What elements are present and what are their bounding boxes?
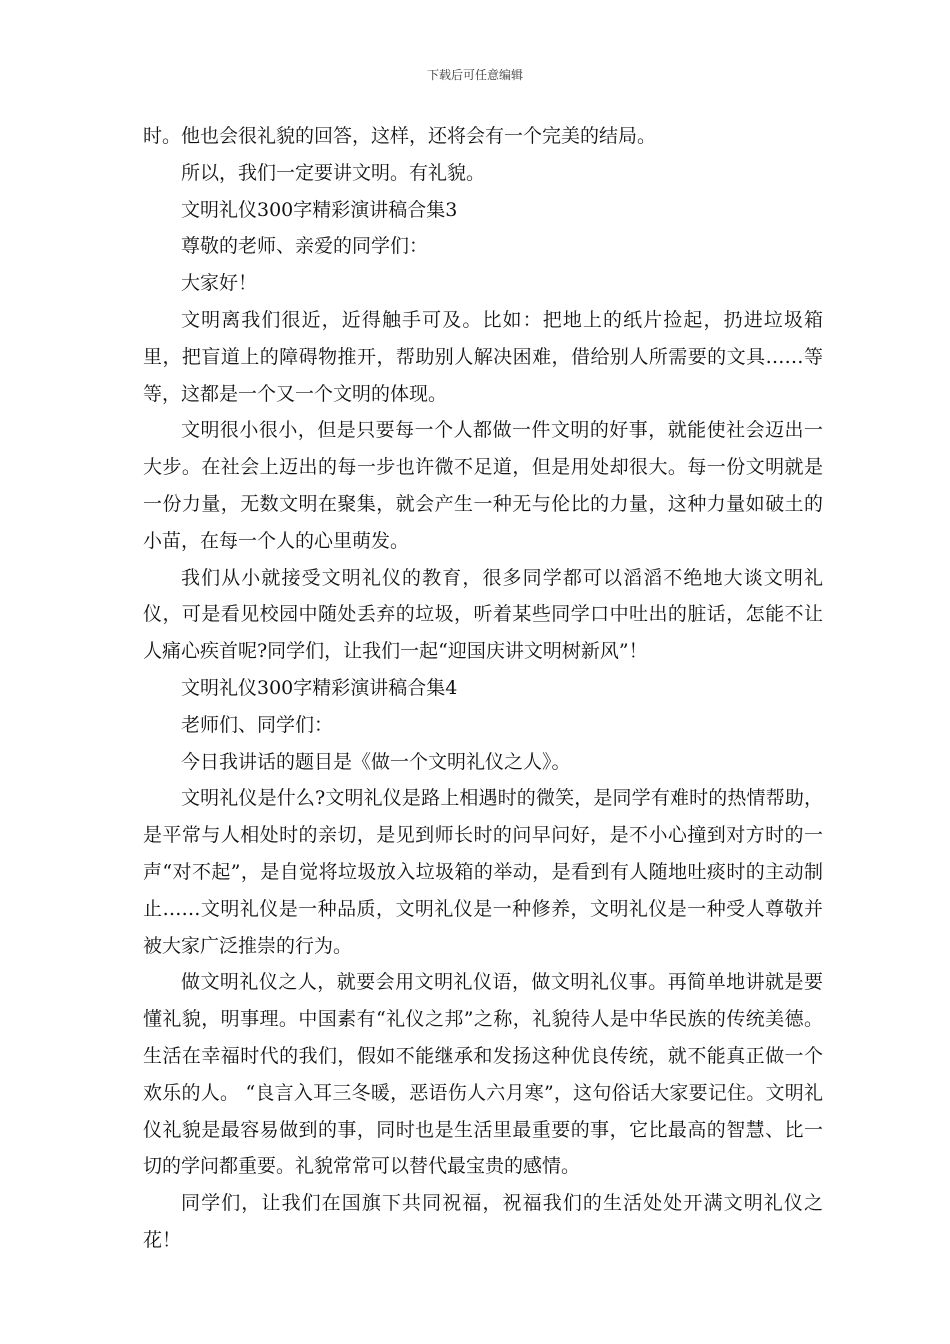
- paragraph: 文明很小很小，但是只要每一个人都做一件文明的好事，就能使社会迈出一大步。在社会上迈出的每一步也许微不足道，但是用处却很大。每一份文明就是一份力量，无数文明在聚集，就会产生一种无与伦比的力量，这种力量如破土的小苗，在每一个人的心里萌发。: [143, 419, 823, 552]
- salutation: 老师们、同学们：: [181, 713, 334, 736]
- paragraph: 今日我讲话的题目是《做一个文明礼仪之人》。: [181, 750, 571, 773]
- page-header: 下载后可任意编辑: [426, 68, 523, 82]
- greeting: 大家好！: [181, 272, 258, 295]
- paragraph: 我们从小就接受文明礼仪的教育，很多同学都可以滔滔不绝地大谈文明礼仪，可是看见校园中随处丢弃的垃圾，听着某些同学口中吐出的脏话，怎能不让人痛心疾首呢?同学们，让我们一起“迎国庆讲文明树新风”！: [143, 566, 823, 663]
- document-body: [143, 118, 823, 1259]
- paragraph: 做文明礼仪之人，就要会用文明礼仪语，做文明礼仪事。再简单地讲就是要懂礼貌，明事理。中国素有“礼仪之邦”之称，礼貌待人是中华民族的传统美德。生活在幸福时代的我们，假如不能继承和发扬这种优良传统，就不能真正做一个欢乐的人。 “良言入耳三冬暖，恶语伤人六月寒”，这句俗话大家要记住。文明礼仪礼貌是最容易做到的事，同时也是生活里最重要的事，它比最高的智慧、比一切的学问都重要。礼貌常常可以替代最宝贵的感情。: [143, 971, 823, 1178]
- paragraph: 时。他也会很礼貌的回答，这样，还将会有一个完美的结局。: [143, 125, 657, 147]
- paragraph: 文明礼仪是什么?文明礼仪是路上相遇时的微笑，是同学有难时的热情帮助，是平常与人相处时的亲切，是见到师长时的问早问好，是不小心撞到对方时的一声“对不起”，是自觉将垃圾放入垃圾箱的举动，是看到有人随地吐痰时的主动制止……文明礼仪是一种品质，文明礼仪是一种修养，文明礼仪是一种受人尊敬并被大家广泛推崇的行为。: [143, 787, 823, 957]
- salutation: 尊敬的老师、亲爱的同学们：: [181, 235, 429, 258]
- paragraph: 同学们，让我们在国旗下共同祝福，祝福我们的生活处处开满文明礼仪之花！: [143, 1192, 823, 1251]
- section-title: 文明礼仪300字精彩演讲稿合集4: [181, 676, 458, 699]
- section-title: 文明礼仪300字精彩演讲稿合集3: [181, 198, 458, 221]
- paragraph: 文明离我们很近，近得触手可及。比如：把地上的纸片捡起，扔进垃圾箱里，把盲道上的障碍物推开，帮助别人解决困难，借给别人所需要的文具……等等，这都是一个又一个文明的体现。: [143, 308, 823, 405]
- paragraph: 所以，我们一定要讲文明。有礼貌。: [181, 161, 486, 184]
